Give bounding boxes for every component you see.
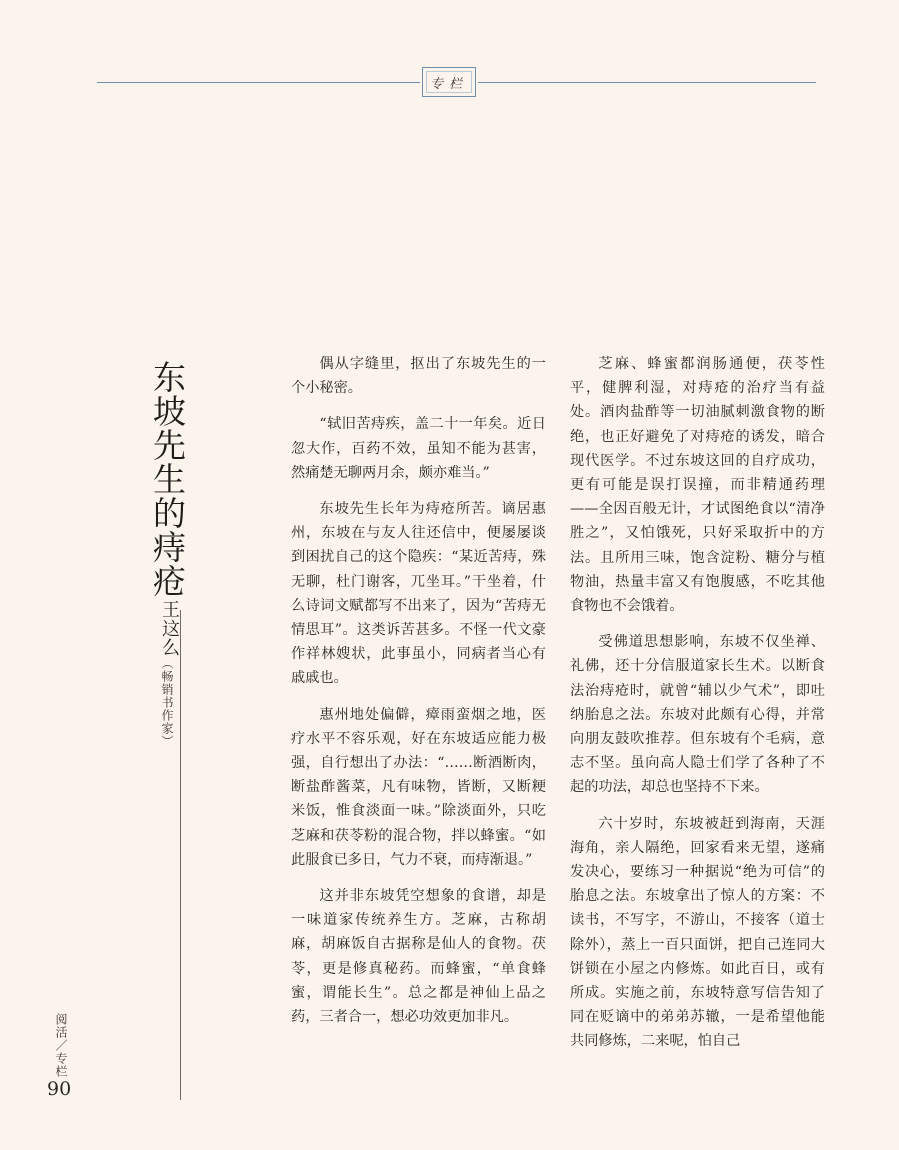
author-note: （畅销书作家） bbox=[160, 657, 174, 748]
vertical-divider bbox=[180, 610, 181, 1100]
paragraph: 惠州地处偏僻，瘴雨蛮烟之地，医疗水平不容乐观，好在东坡适应能力极强，自行想出了办法：“……断酒断肉，断盐酢酱菜，凡有味物，皆断，又断粳米饭，惟食淡面一味。”除淡面外，只吃芝麻和茯苓粉的混合物，拌以蜂蜜。“如此服食已多日，气力不衰，而痔渐退。” bbox=[291, 706, 546, 868]
paragraph: 这并非东坡凭空想象的食谱，却是一味道家传统养生方。芝麻，古称胡麻，胡麻饭自古据称是仙人的食物。茯苓，更是修真秘药。而蜂蜜，“单食蜂蜜，谓能长生”。总之都是神仙上品之药，三者合一，想必功效更加非凡。 bbox=[291, 888, 546, 1026]
paragraph: 偶从字缝里，抠出了东坡先生的一个小秘密。 bbox=[291, 356, 546, 397]
article-column-1 bbox=[291, 352, 546, 1041]
author-name: 王这么 bbox=[159, 600, 180, 657]
paragraph: “轼旧苦痔疾，盖二十一年矣。近日忽大作，百药不效，虽知不能为甚害，然痛楚无聊两月余，颇亦难当。” bbox=[291, 416, 546, 481]
page-number: 90 bbox=[47, 1078, 72, 1100]
article-column-2 bbox=[570, 352, 825, 1066]
section-header-label: 专栏 bbox=[422, 67, 476, 97]
paragraph: 芝麻、蜂蜜都润肠通便，茯苓性平，健脾利湿，对痔疮的治疗当有益处。酒肉盐酢等一切油腻刺激食物的断绝，也正好避免了对痔疮的诱发，暗合现代医学。不过东坡这回的自疗成功，更有可能是误打误撞，而非精通药理——全因百般无计，才试图绝食以“清净胜之”，又怕饿死，只好采取折中的方法。且所用三味，饱含淀粉、糖分与植物油，热量丰富又有饱腹感，不吃其他食物也不会饿着。 bbox=[570, 356, 825, 615]
footer-section-label: 阅活／专栏 bbox=[54, 1013, 68, 1078]
article-title: 东坡先生的痔疮 bbox=[148, 360, 187, 598]
paragraph: 受佛道思想影响，东坡不仅坐禅、礼佛，还十分信服道家长生术。以断食法治痔疮时，就曾“辅以少气术”，即吐纳胎息之法。东坡对此颇有心得，并常向朋友鼓吹推荐。但东坡有个毛病，意志不坚。虽向高人隐士们学了各种了不起的功法，却总也坚持不下来。 bbox=[570, 634, 825, 796]
paragraph: 六十岁时，东坡被赶到海南，天涯海角，亲人隔绝，回家看来无望，遂痛发决心，要练习一种据说“绝为可信”的胎息之法。东坡拿出了惊人的方案：不读书，不写字，不游山，不接客（道士除外），蒸上一百只面饼，把自己连同大饼锁在小屋之内修炼。如此百日，或有所成。实施之前，东坡特意写信告知了同在贬谪中的弟弟苏辙，一是希望他能共同修炼，二来呢，怕自己 bbox=[570, 815, 825, 1050]
paragraph: 东坡先生长年为痔疮所苦。谪居惠州，东坡在与友人往还信中，便屡屡谈到困扰自己的这个隐疾：“某近苦痔，殊无聊，杜门谢客，兀坐耳。”干坐着，什么诗词文赋都写不出来了，因为“苦痔无情思耳”。这类诉苦甚多。不怪一代文豪作祥林嫂状，此事虽小，同病者当心有戚戚也。 bbox=[291, 501, 546, 687]
header-rule-right bbox=[478, 82, 816, 83]
header-rule-left bbox=[97, 82, 420, 83]
